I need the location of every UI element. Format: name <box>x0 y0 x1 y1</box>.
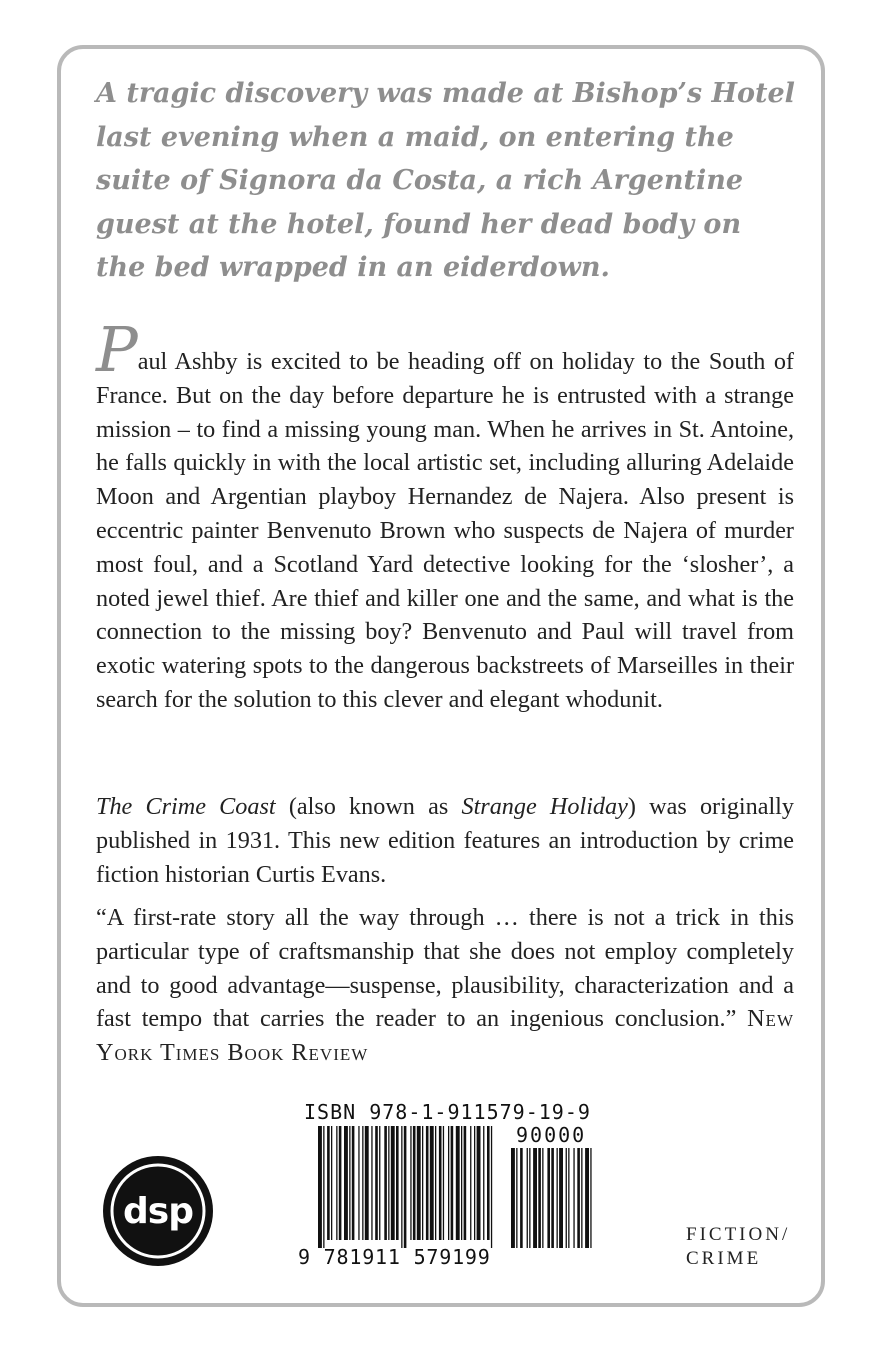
barcode-bar <box>477 1126 481 1240</box>
barcode-bar <box>439 1126 442 1240</box>
price-code: 90000 <box>516 1123 587 1147</box>
barcode-bar <box>318 1126 322 1248</box>
barcode-bar <box>401 1126 402 1248</box>
barcode-bar <box>352 1126 355 1240</box>
barcode-bar <box>391 1126 395 1240</box>
barcode-bar <box>331 1126 332 1240</box>
barcode-bar <box>339 1126 342 1240</box>
barcode-bar <box>417 1126 421 1240</box>
blurb-paragraph-2-mid: (also known as <box>275 793 462 820</box>
barcode-addon-bar <box>542 1148 543 1248</box>
publisher-logo <box>102 1155 214 1267</box>
barcode-addon-bar <box>551 1148 554 1248</box>
publisher-logo-text: dsp <box>123 1191 193 1232</box>
review-quote <box>96 901 794 1070</box>
review-source: New York Times Book Review <box>96 1005 794 1067</box>
barcode-addon-bar <box>577 1148 580 1248</box>
barcode-bar <box>327 1126 330 1240</box>
barcode-bar <box>422 1126 423 1240</box>
barcode <box>298 1100 598 1270</box>
barcode-addon-bar <box>557 1148 558 1248</box>
barcode-addon-bar <box>559 1148 563 1248</box>
blurb-paragraph-2 <box>96 790 794 891</box>
barcode-bar <box>358 1126 359 1240</box>
ean-number: 9 781911 579199 <box>298 1245 491 1269</box>
barcode-bar <box>336 1126 337 1240</box>
barcode-bar <box>461 1126 462 1240</box>
barcode-bar <box>396 1126 399 1240</box>
review-quote-text: “A first-rate story all the way through … there is not a trick in this particular type of craftsmanship that she does not employ completely and to good advantage—suspense, plausibility, characterization and a fast tempo that carries the reader to an ingenious conclusion.” <box>96 904 794 1033</box>
barcode-bar <box>487 1126 490 1240</box>
barcode-bar <box>323 1126 324 1248</box>
genre-label <box>686 1223 790 1271</box>
barcode-bar <box>404 1126 407 1248</box>
genre-line-1: FICTION/ <box>686 1224 791 1245</box>
barcode-bar <box>483 1126 484 1240</box>
isbn-label: ISBN 978-1-911579-19-9 <box>304 1100 591 1124</box>
barcode-bar <box>371 1126 372 1240</box>
barcode-addon-bar <box>516 1148 517 1248</box>
barcode-bar <box>388 1126 389 1240</box>
barcode-bar <box>413 1126 416 1240</box>
barcode-bar <box>456 1126 460 1240</box>
barcode-addon-bar <box>533 1148 537 1248</box>
barcode-bar <box>464 1126 467 1240</box>
barcode-bar <box>365 1126 369 1240</box>
barcode-addon-bar <box>585 1148 589 1248</box>
barcode-bar <box>443 1126 444 1240</box>
barcode-bar <box>379 1126 380 1240</box>
barcode-bar <box>474 1126 475 1240</box>
barcode-bar <box>435 1126 436 1240</box>
book-title: The Crime Coast <box>96 793 276 820</box>
blurb-paragraph-1-text: aul Ashby is excited to be heading off on holiday to the South of France. But on the day before departure he is entrusted with a strange mission – to find a missing young man. When he arrives in St. Antoine, he falls quickly in with the local artistic set, including alluring Adelaide Moon and Argentian playboy Hernandez de Najera. Also present is eccentric painter Benvenuto Brown who suspects de Najera of murder most foul, and a Scotland Yard detective looking for the ‘slosher’, a noted jewel thief. Are thief and killer one and the same, and what is the connection to the missing boy? Benvenuto and Paul will travel from exotic watering spots to the dangerous backstreets of Marseilles in their search for the solution to this clever and elegant whodunit. <box>96 348 794 713</box>
alternate-title: Strange Holiday <box>461 793 628 820</box>
blurb-paragraph-1 <box>96 313 794 717</box>
barcode-addon-bar <box>520 1148 523 1248</box>
barcode-bar <box>430 1126 434 1240</box>
barcode-addon-bar <box>529 1148 530 1248</box>
barcode-addon-bar <box>511 1148 515 1248</box>
genre-line-2: CRIME <box>686 1248 762 1269</box>
barcode-addon-bar <box>566 1148 567 1248</box>
barcode-addon-bar <box>590 1148 591 1248</box>
barcode-addon-bar <box>568 1148 569 1248</box>
barcode-bar <box>384 1126 387 1240</box>
barcode-bar <box>470 1126 471 1240</box>
barcode-bar <box>375 1126 378 1240</box>
barcode-bar <box>349 1126 350 1240</box>
barcode-bar <box>451 1126 454 1240</box>
barcode-bar <box>344 1126 348 1240</box>
barcode-addon-bar <box>538 1148 541 1248</box>
barcode-addon-bar <box>527 1148 528 1248</box>
barcode-addon-bar <box>547 1148 550 1248</box>
drop-cap: P <box>96 313 138 386</box>
barcode-addon-bar <box>581 1148 582 1248</box>
barcode-bar <box>448 1126 449 1240</box>
pull-quote: A tragic discovery was made at Bishop’s Hotel last evening when a maid, on entering the suite of Signora da Costa, a rich Argentine guest at the hotel, found her dead body on the bed wrapped in an eiderdown. <box>96 78 795 284</box>
barcode-bar <box>491 1126 492 1248</box>
barcode-bar <box>426 1126 429 1240</box>
barcode-bar <box>362 1126 363 1240</box>
barcode-bar <box>410 1126 411 1240</box>
barcode-addon-bar <box>573 1148 574 1248</box>
blurb-paragraph-2-text: ) was originally published in 1931. This new edition features an introduction by crime fiction historian Curtis Evans. <box>96 793 794 888</box>
